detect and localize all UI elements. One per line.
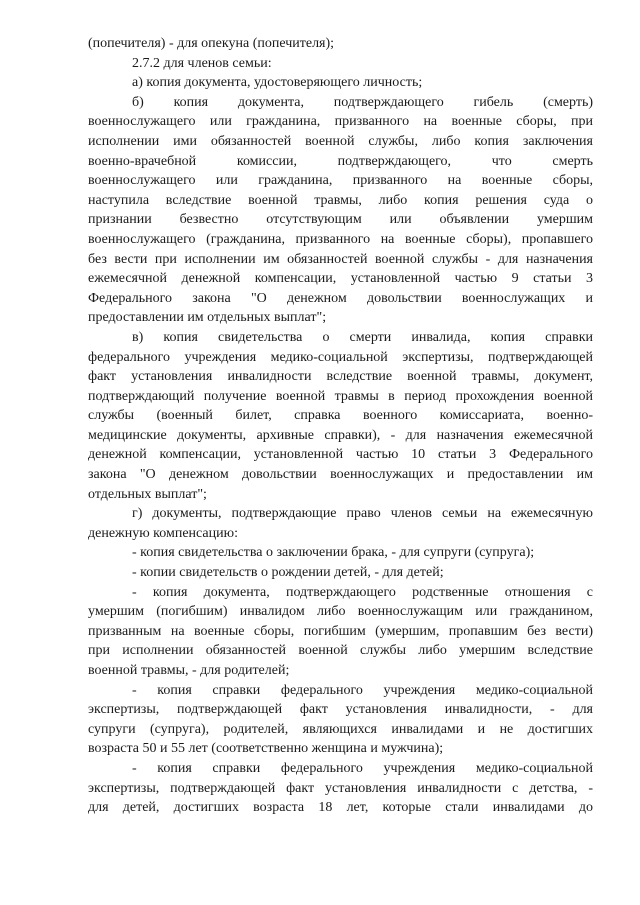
- text-line: 2.7.2 для членов семьи:: [132, 55, 272, 71]
- text-line: наступила вследствие военной травмы, либо копия решения суда о: [88, 192, 593, 208]
- text-line: при исполнении обязанностей военной службы либо умершим вследствие: [88, 643, 593, 659]
- text-line: службы (военный билет, справка военного комиссариата, военно-: [88, 408, 593, 424]
- text-line: - копия свидетельства о заключении брака, - для супруги (супруга);: [132, 545, 535, 561]
- text-line: Федерального закона "О денежном довольствии военнослужащих и: [88, 290, 593, 306]
- text-line: подтверждающий получение военной травмы в период прохождения военной: [88, 388, 593, 404]
- text-line: экспертизы, подтверждающей факт установления инвалидности, - для: [88, 702, 593, 718]
- text-line: признании безвестно отсутствующим или объявлении умершим: [88, 212, 593, 228]
- text-line: - копия справки федерального учреждения медико-социальной: [132, 682, 593, 698]
- text-line: федерального учреждения медико-социальной экспертизы, подтверждающей: [88, 349, 593, 365]
- text-line: военно-врачебной комиссии, подтверждающего, что смерть: [88, 153, 593, 169]
- text-line: денежной компенсации, установленной частью 10 статьи 3 Федерального: [88, 447, 593, 463]
- text-line: б) копия документа, подтверждающего гибель (смерть): [132, 94, 593, 110]
- text-line: военнослужащего или гражданина, призванного на военные сборы, при: [88, 114, 593, 130]
- text-line: (попечителя) - для опекуна (попечителя);: [88, 36, 335, 51]
- text-line: в) копия свидетельства о смерти инвалида, копия справки: [132, 329, 593, 345]
- text-line: - копия справки федерального учреждения медико-социальной: [132, 760, 593, 776]
- text-line: экспертизы, подтверждающей факт установления инвалидности с детства, -: [88, 780, 593, 796]
- text-line: призванным на военные сборы, погибшим (умершим, пропавшим без вести): [88, 623, 593, 639]
- text-line: военной травмы, - для родителей;: [88, 663, 290, 678]
- document-page: [88, 34, 593, 818]
- text-line: для детей, достигших возраста 18 лет, которые стали инвалидами до: [88, 800, 593, 816]
- text-line: без вести при исполнении им обязанностей военной службы - для назначения: [88, 251, 593, 267]
- text-line: ежемесячной денежной компенсации, установленной частью 9 статьи 3: [88, 271, 593, 287]
- text-line: умершим (погибшим) инвалидом либо военнослужащим или гражданином,: [88, 604, 593, 620]
- text-line: факт установления инвалидности вследствие военной травмы, документ,: [88, 369, 593, 385]
- text-line: а) копия документа, удостоверяющего личность;: [132, 75, 423, 91]
- text-line: закона "О денежном довольствии военнослужащих и предоставлении им: [88, 467, 593, 483]
- text-line: медицинские документы, архивные справки), - для назначения ежемесячной: [88, 427, 593, 443]
- text-line: исполнении ими обязанностей военной службы, либо копия заключения: [88, 133, 593, 149]
- text-line: предоставлении им отдельных выплат";: [88, 310, 327, 326]
- text-line: - копии свидетельств о рождении детей, - для детей;: [132, 565, 444, 581]
- text-line: - копия документа, подтверждающего родственные отношения с: [132, 584, 593, 600]
- text-line: военнослужащего или гражданина, призванного на военные сборы,: [88, 173, 593, 189]
- text-line: возраста 50 и 55 лет (соответственно женщина и мужчина);: [88, 741, 444, 757]
- text-line: военнослужащего (гражданина, призванного на военные сборы), пропавшего: [88, 231, 593, 247]
- text-line: денежную компенсацию:: [88, 525, 238, 541]
- text-line: отдельных выплат";: [88, 486, 207, 502]
- text-line: г) документы, подтверждающие право членов семьи на ежемесячную: [132, 506, 593, 522]
- text-line: супруги (супруга), родителей, являющихся инвалидами и не достигших: [88, 721, 593, 737]
